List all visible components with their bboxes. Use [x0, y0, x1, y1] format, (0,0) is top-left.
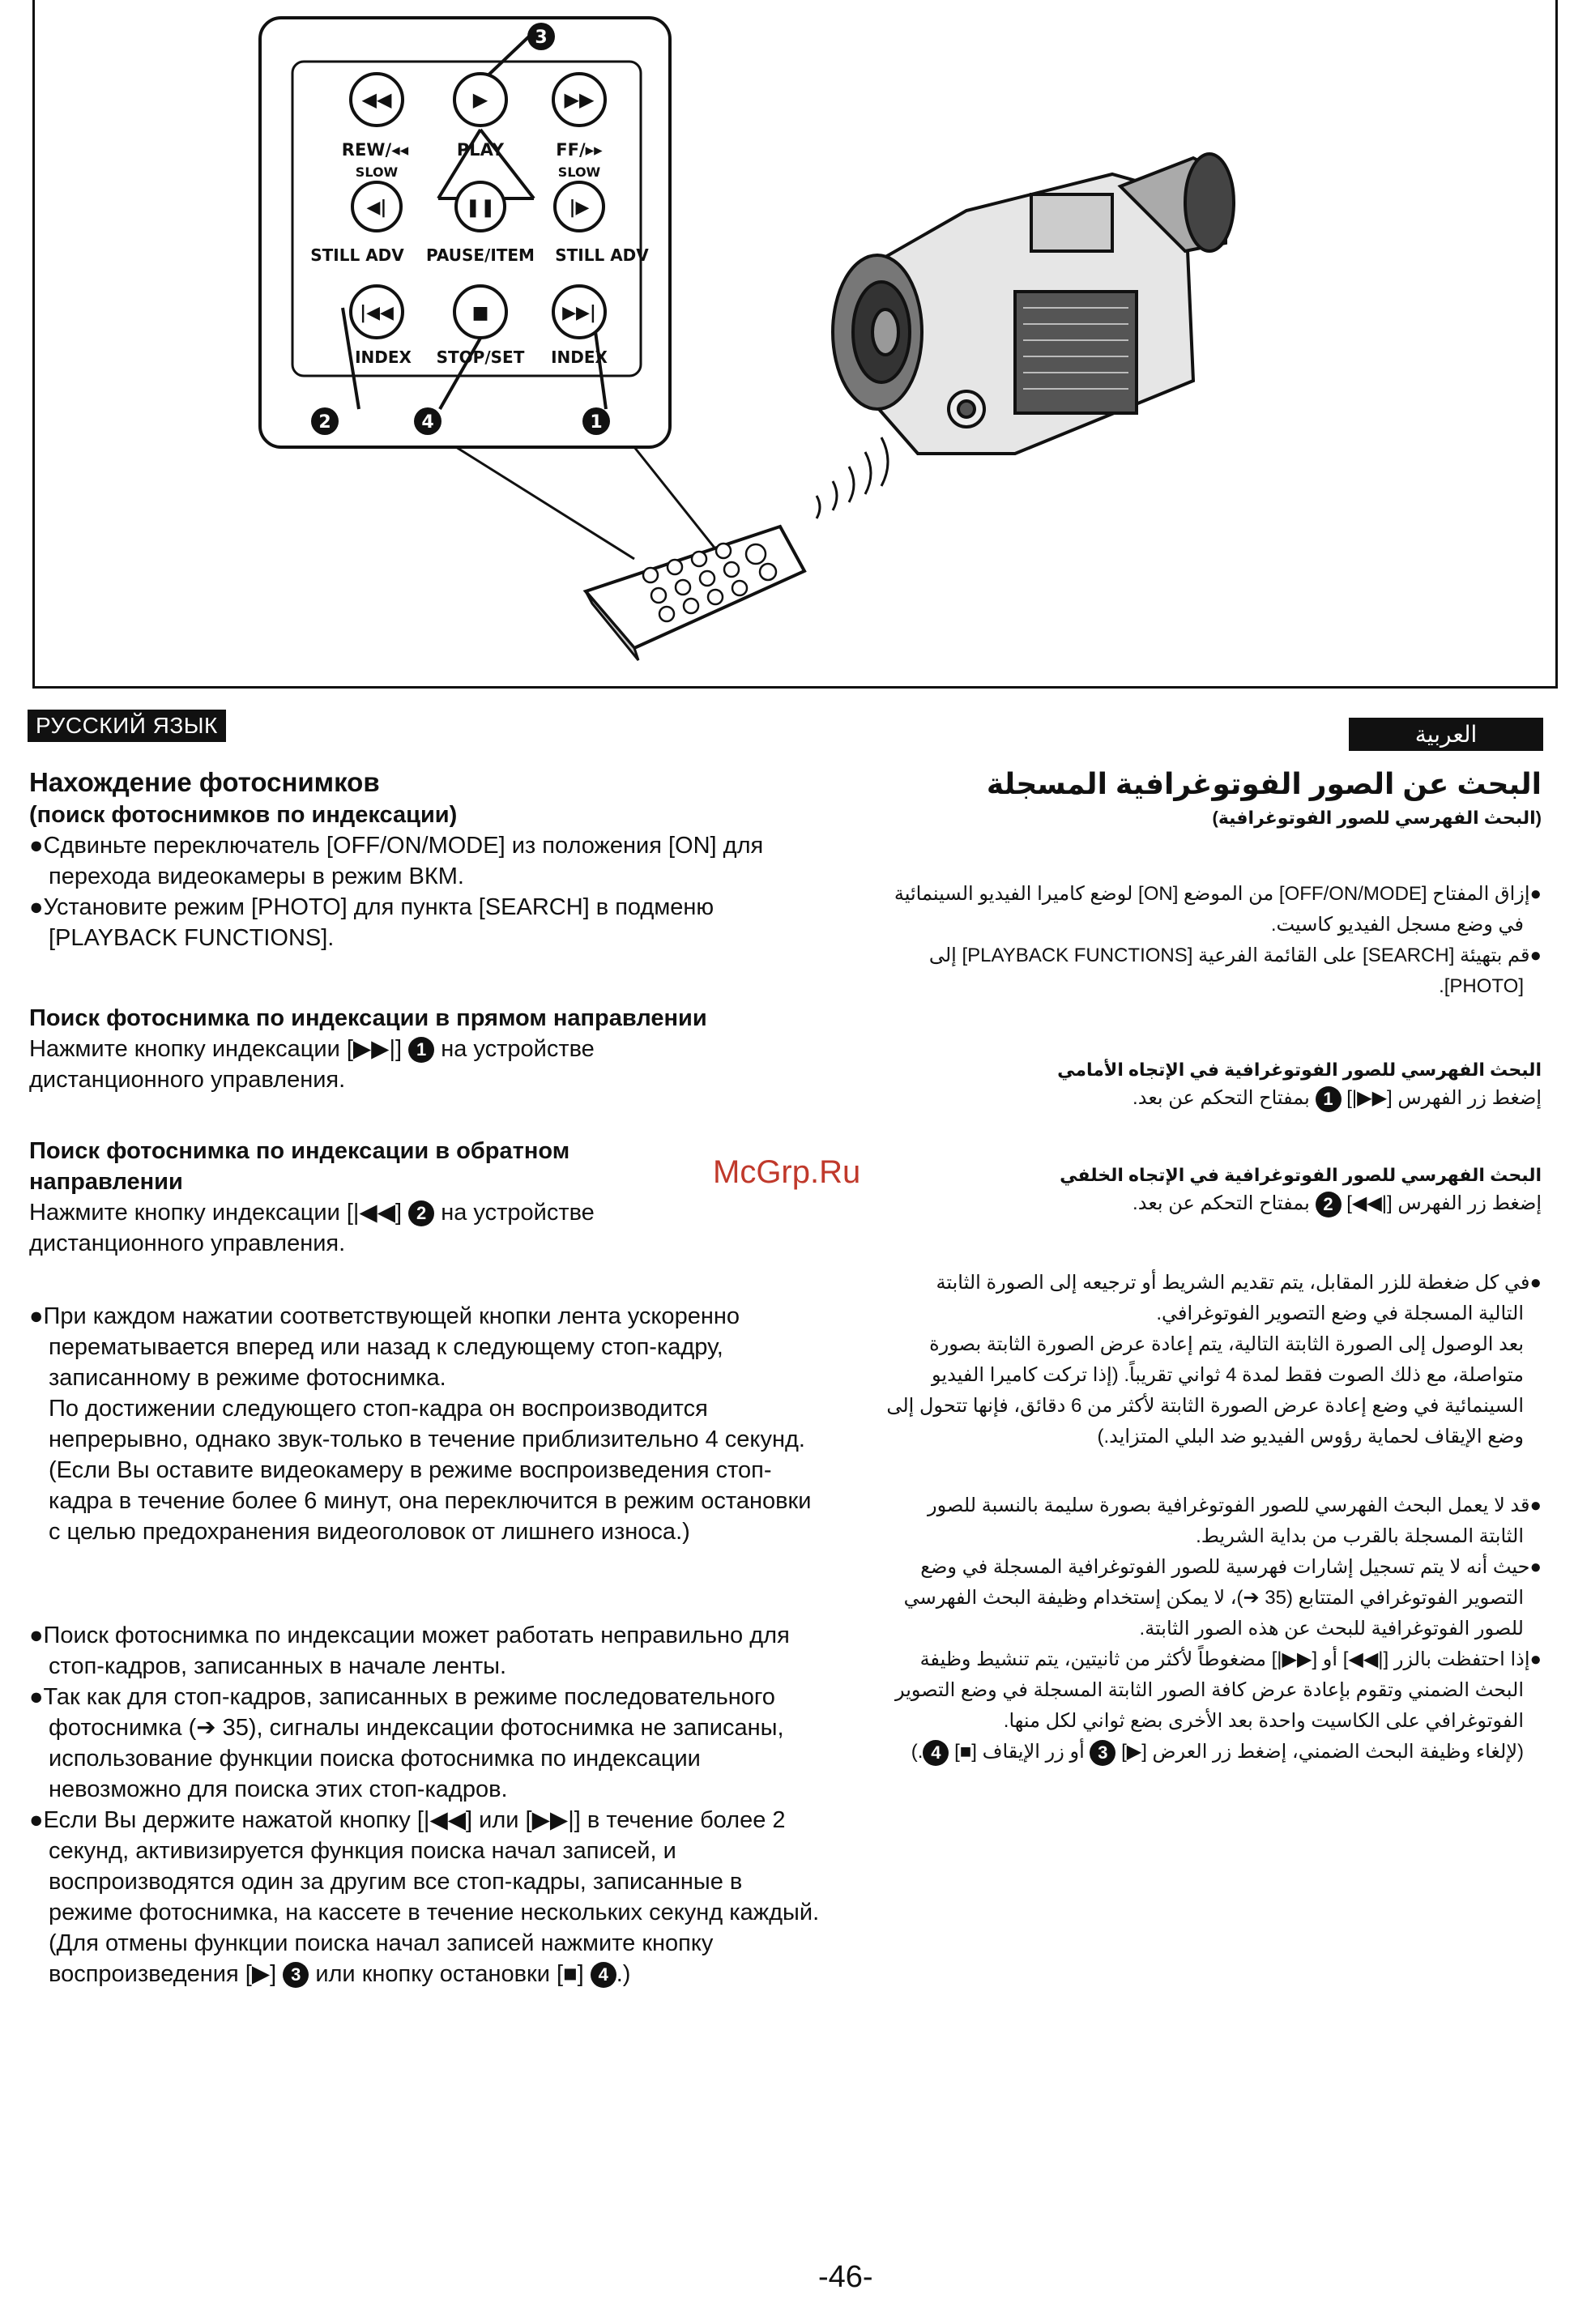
callout-3: 3: [535, 28, 548, 48]
russian-reverse-text-a: Нажмите кнопку индексации [|◀◀]: [29, 1200, 403, 1226]
arabic-reverse-heading: البحث الفهرسي للصور الفوتوغرافية في الإتجاه الخلفي: [1060, 1165, 1542, 1185]
russian-reverse-text: [29, 1197, 693, 1259]
number-badge: 3: [283, 1962, 309, 1988]
russian-note-1b: По достижении следующего стоп-кадра он воспроизводится непрерывно, однако звук-только в течение приблизительно 4 секунд. (Если Вы оставите видеокамеру в режиме воспроизведения стоп-кадра в течение более 6 минут, она переключится в режим остановки с целью предохранения видеоголовок от лишнего износа.): [49, 1396, 812, 1545]
arabic-intro-2: ●قم بتهيئة [SEARCH] على القائمة الفرعية [PLAYBACK FUNCTIONS] إلى [PHOTO].: [928, 945, 1542, 997]
russian-notes-1: [29, 1301, 823, 1547]
arabic-notes-1: [885, 1268, 1542, 1452]
remote-control-drawing: [586, 527, 804, 660]
russian-reverse-text-b: на устройстве дистанционного управления.: [29, 1200, 595, 1256]
arabic-note-2: ●قد لا يعمل البحث الفهرسي للصور الفوتوغرافية بصورة سليمة بالنسبة للصور الثابتة المسجلة بالقرب من بداية الشريط.: [928, 1495, 1542, 1547]
arabic-note-1b: بعد الوصول إلى الصورة الثابتة التالية، يتم إعادة عرض الصورة الثابتة بصورة متواصلة، مع ذلك الصوت فقط لمدة 4 ثواني تقريباً. (إذا تركت كاميرا الفيديو السينمائية في وضع إعادة عرض الصورة الثابتة لأكثر من 6 دقائق، فإنها تتحول إلى وضع الإيقاف لحماية رؤوس الفيديو ضد البلي المتزايد.): [886, 1333, 1524, 1448]
number-badge: 2: [408, 1200, 434, 1226]
russian-intro-1: ●Сдвиньте переключатель [OFF/ON/MODE] из положения [ON] для перехода видеокамеры в режим ВКМ.: [29, 833, 764, 889]
arabic-subtitle: (البحث الفهرسي للصور الفوتوغرافية): [1212, 808, 1542, 828]
still-adv-right-label: STILL ADV: [555, 245, 649, 265]
russian-note-3: ●Так как для стоп-кадров, записанных в режиме последовательного фотоснимка (➔ 35), сигналы индексации фотоснимка не записаны, использование функции поиска фотоснимка по индексации невозможно для поиска этих стоп-кадров.: [29, 1684, 784, 1802]
callout-1: 1: [590, 412, 603, 433]
russian-subtitle: (поиск фотоснимков по индексации): [29, 802, 458, 828]
russian-note-4: ●Если Вы держите нажатой кнопку [|◀◀] или [▶▶|] в течение более 2 секунд, активизируется функция поиска начал записей, и воспроизводятся один за другим все стоп-кадры, записанные в режиме фотоснимка, на кассете в течение нескольких секунд каждый.: [29, 1807, 820, 1925]
arabic-note-4b: [885, 1737, 1542, 1768]
rew-symbol: ◀◀: [361, 88, 392, 111]
index-left-label: INDEX: [355, 348, 412, 367]
number-badge: 1: [1316, 1086, 1342, 1112]
slow-right-symbol: |▶: [569, 198, 590, 218]
callout-4: 4: [421, 412, 434, 433]
callout-2: 2: [318, 412, 331, 433]
arabic-forward-heading: البحث الفهرسي للصور الفوتوغرافية في الإتجاه الأمامي: [1057, 1060, 1542, 1080]
arabic-intro-1: ●إزاق المفتاح [OFF/ON/MODE] من الموضع [ON] لوضع كاميرا الفيديو السينمائية في وضع مسجل الفيديو كاسيت.: [894, 883, 1542, 936]
russian-note-4b-end: .): [616, 1961, 631, 1987]
russian-reverse-section: [29, 1136, 693, 1259]
arabic-note-4: ●إذا احتفظت بالزر [|◀◀] أو [▶▶|] مضغوطاً لأكثر من ثانيتين، يتم تنشيط وظيفة البحث الضمني وتقوم بإعادة عرض كافة الصور الثابتة المسجلة في وضع التصوير الفوتوغرافي على الكاسيت واحدة بعد الأخرى بضع ثواني لكل منها.: [894, 1648, 1542, 1732]
arabic-reverse-text: [894, 1188, 1542, 1219]
play-symbol: ▶: [472, 88, 488, 111]
index-right-symbol: ▶▶|: [562, 303, 596, 323]
russian-note-4b-a: (Для отмены функции поиска начал записей нажмите кнопку воспроизведения [▶]: [49, 1930, 714, 1987]
stop-set-label: STOP/SET: [436, 348, 525, 367]
russian-note-2: ●Поиск фотоснимка по индексации может работать неправильно для стоп-кадров, записанных в начале ленты.: [29, 1623, 790, 1679]
number-badge: 4: [923, 1740, 949, 1766]
slow-left-label: SLOW: [355, 164, 399, 180]
rew-label: REW/◂◂: [341, 140, 409, 160]
illustration-frame: [32, 0, 1558, 689]
russian-intro-2: ●Установите режим [PHOTO] для пункта [SEARCH] в подменю [PLAYBACK FUNCTIONS].: [29, 894, 714, 951]
arabic-note-3: ●حيث أنه لا يتم تسجيل إشارات فهرسية للصور الفوتوغرافية المسجلة في وضع التصوير الفوتوغرافي المتتابع (35 ➔)، لا يمكن إستخدام وظيفة البحث الفهرسي للصور الفوتوغرافية للبحث عن هذه الصور الثابتة.: [903, 1556, 1542, 1640]
arabic-note-4b-mid: أو زر الإيقاف [■]: [954, 1741, 1085, 1763]
infrared-signal: [817, 437, 888, 518]
russian-note-4b-mid: или кнопку остановки [■]: [315, 1961, 584, 1987]
ff-label: FF/▸▸: [556, 140, 603, 160]
language-label-arabic: العربية: [1349, 718, 1543, 751]
russian-header: [29, 765, 823, 953]
index-left-symbol: |◀◀: [360, 303, 394, 323]
russian-forward-section: [29, 1003, 758, 1095]
arabic-forward-text-a: إضغط زر الفهرس [▶▶|]: [1346, 1087, 1542, 1109]
russian-note-4b: [29, 1928, 823, 1989]
number-badge: 3: [1090, 1740, 1115, 1766]
still-adv-left-label: STILL ADV: [310, 245, 404, 265]
arabic-header: [845, 765, 1542, 834]
number-badge: 1: [408, 1037, 434, 1063]
arabic-reverse-text-a: إضغط زر الفهرس [|◀◀]: [1346, 1192, 1542, 1214]
pause-item-label: PAUSE/ITEM: [426, 245, 535, 265]
arabic-forward-section: [894, 1057, 1542, 1114]
remote-camera-illustration: [35, 0, 1558, 689]
russian-notes-2: [29, 1620, 823, 1989]
ff-symbol: ▶▶: [564, 88, 595, 111]
russian-forward-heading: Поиск фотоснимка по индексации в прямом направлении: [29, 1005, 707, 1031]
arabic-reverse-text-b: بمفتاح التحكم عن بعد.: [1133, 1192, 1310, 1214]
number-badge: 4: [591, 1962, 616, 1988]
arabic-note-1: ●في كل ضغطة للزر المقابل، يتم تقديم الشريط أو ترجيعه إلى الصورة الثابتة التالية المسجلة في وضع التصوير الفوتوغرافي.: [936, 1272, 1542, 1324]
russian-forward-text: [29, 1034, 758, 1095]
russian-reverse-heading: Поиск фотоснимка по индексации в обратном направлении: [29, 1138, 570, 1195]
number-badge: 2: [1316, 1192, 1342, 1217]
play-label: PLAY: [456, 140, 505, 160]
russian-note-1: ●При каждом нажатии соответствующей кнопки лента ускоренно перематывается вперед или назад к следующему стоп-кадру, записанному в режиме фотоснимка.: [29, 1303, 740, 1391]
russian-title: Нахождение фотоснимков: [29, 767, 380, 797]
slow-left-symbol: ◀|: [366, 198, 387, 218]
pause-symbol: ❚❚: [465, 198, 496, 218]
arabic-note-4b-a: (لإلغاء وظيفة البحث الضمني، إضغط زر العرض [▶]: [1121, 1741, 1524, 1763]
russian-forward-text-a: Нажмите кнопку индексации [▶▶|]: [29, 1036, 403, 1062]
watermark: McGrp.Ru: [713, 1154, 861, 1190]
arabic-title: البحث عن الصور الفوتوغرافية المسجلة: [986, 767, 1542, 800]
arabic-intro: [894, 879, 1542, 1002]
arabic-forward-text: [894, 1083, 1542, 1114]
index-right-label: INDEX: [551, 348, 608, 367]
arabic-forward-text-b: بمفتاح التحكم عن بعد.: [1133, 1087, 1310, 1109]
stop-symbol: ■: [471, 303, 489, 323]
slow-right-label: SLOW: [557, 164, 601, 180]
page-number: -46-: [818, 2260, 873, 2294]
arabic-reverse-section: [894, 1162, 1542, 1219]
arabic-notes-2: [885, 1490, 1542, 1768]
russian-forward-text-b: на устройстве дистанционного управления.: [29, 1036, 595, 1093]
language-label-russian: РУССКИЙ ЯЗЫК: [28, 710, 226, 742]
arabic-note-4b-end: .): [911, 1741, 923, 1763]
camcorder-drawing: [833, 154, 1234, 454]
